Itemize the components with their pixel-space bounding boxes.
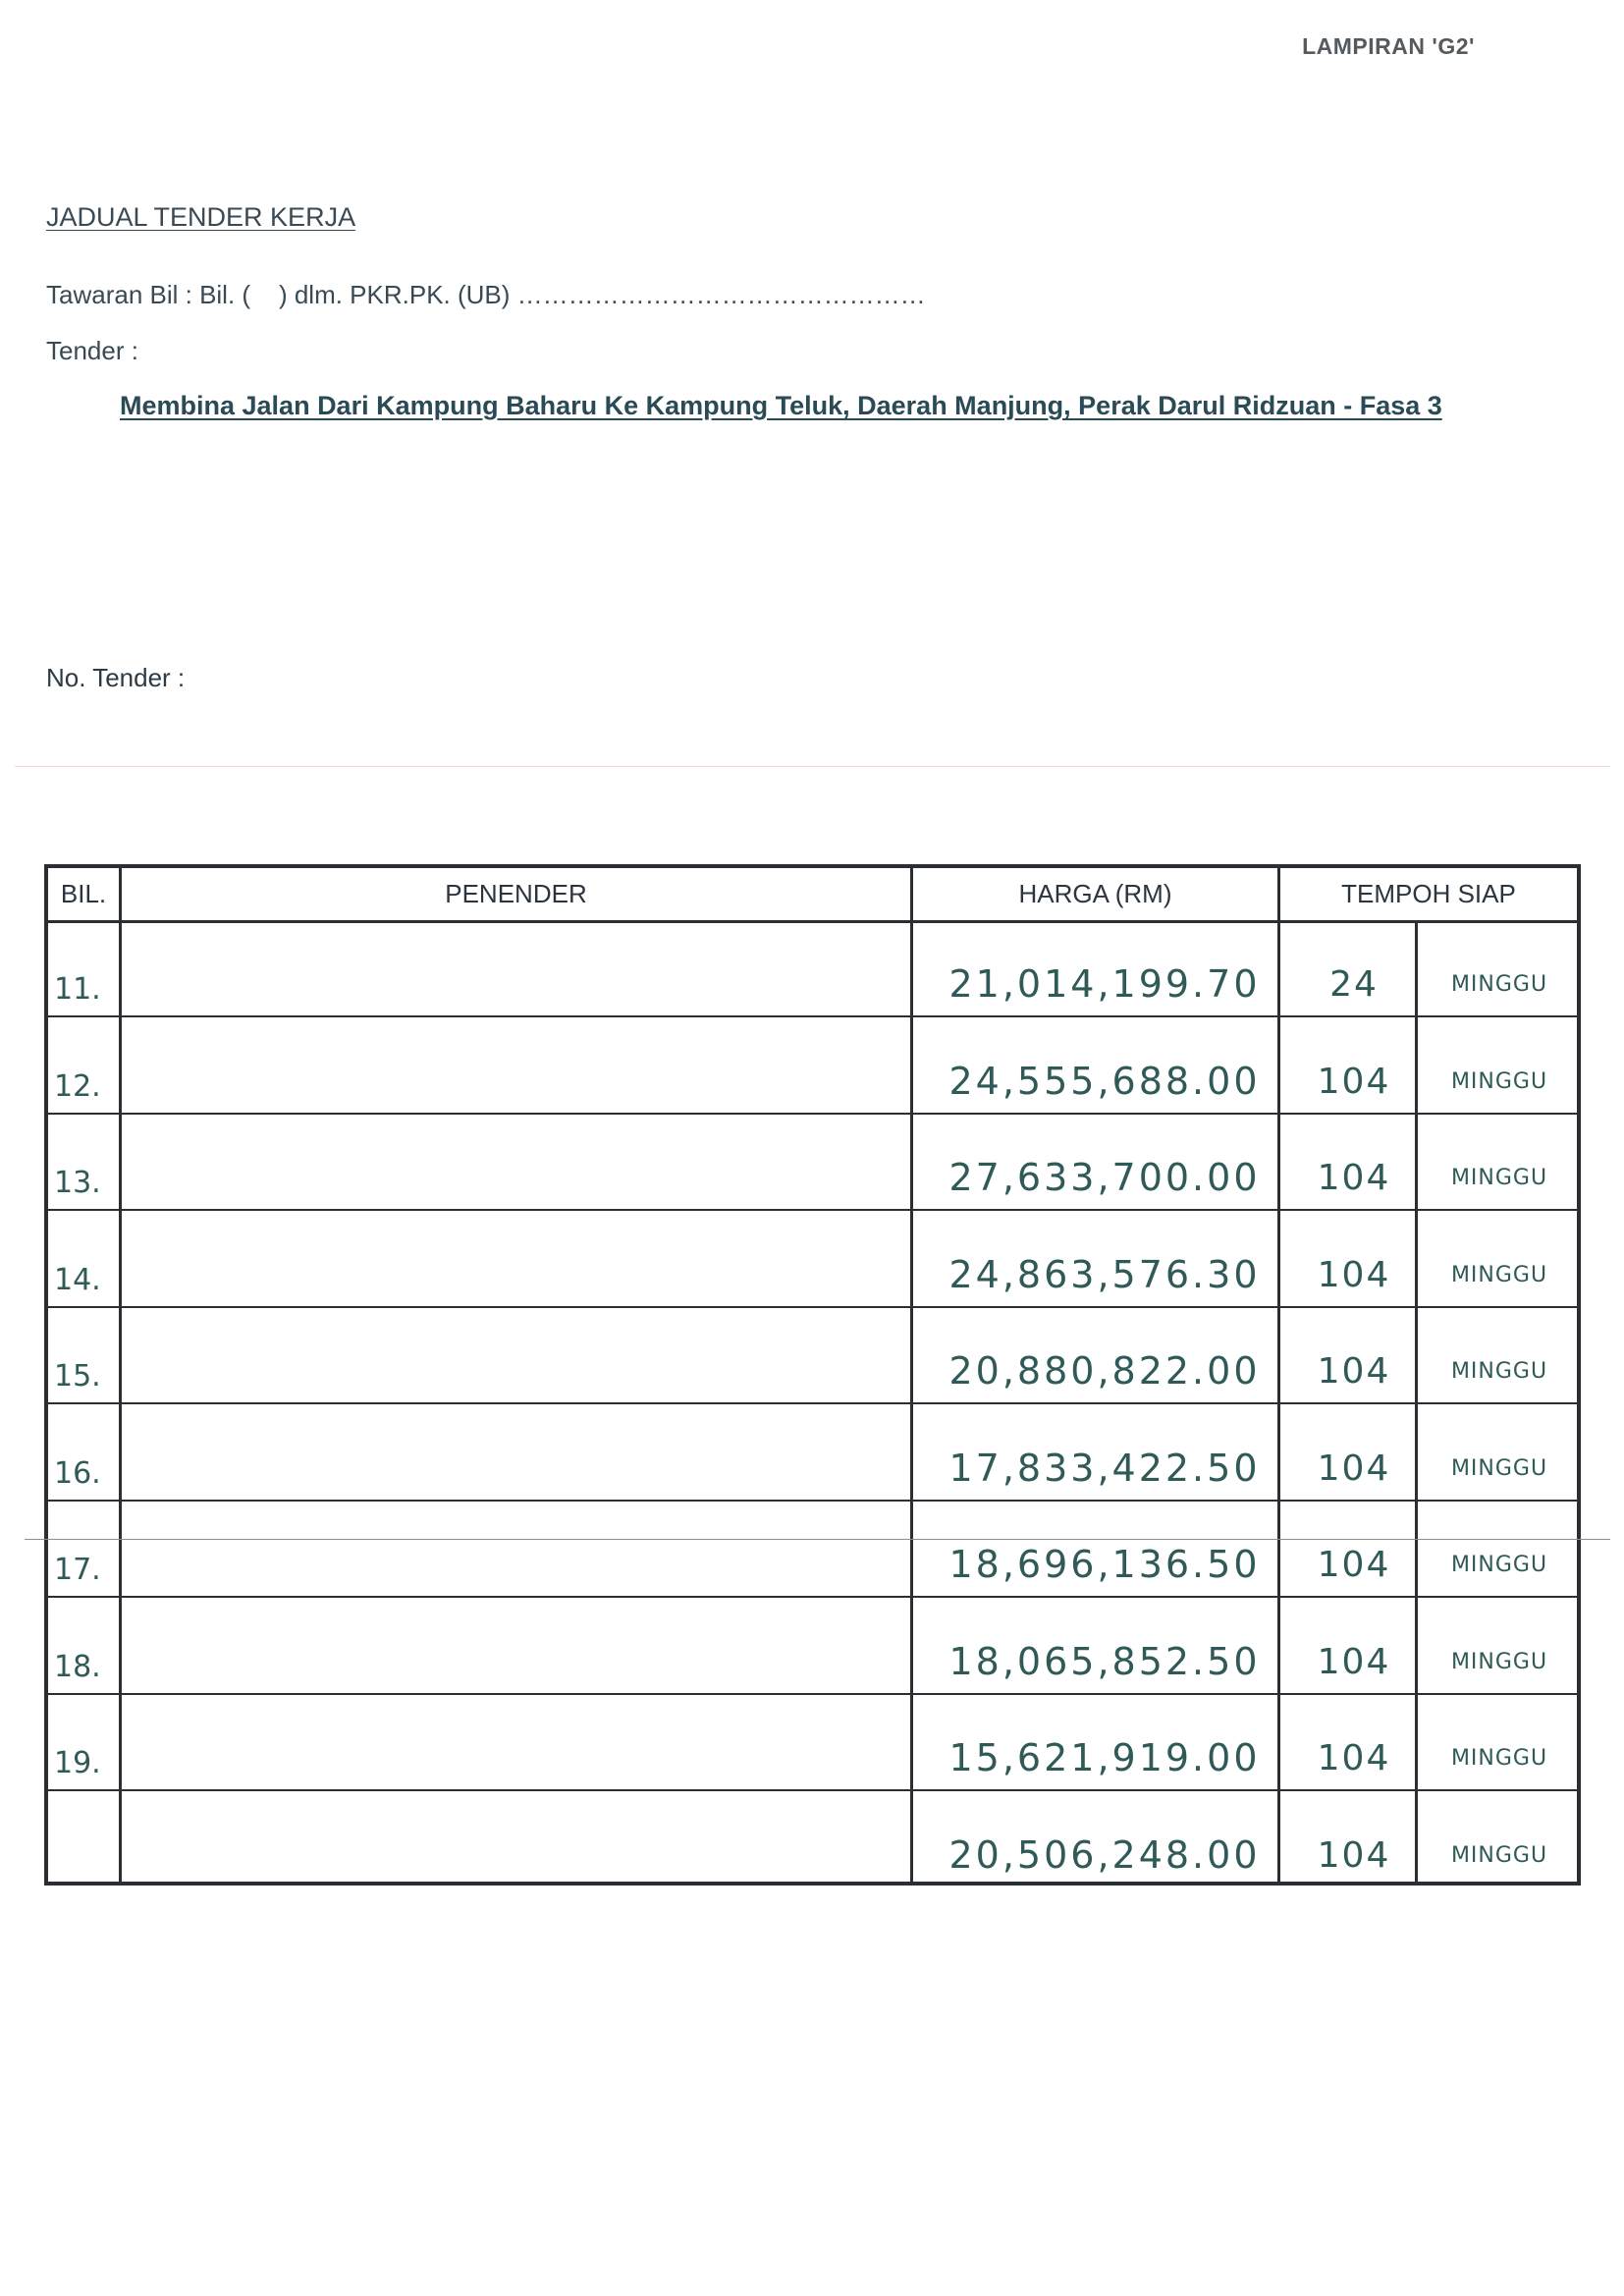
completion-period: 104 — [1317, 1545, 1391, 1585]
row-number: 11. — [54, 972, 101, 1007]
row-divider — [48, 1789, 1577, 1791]
row-divider — [48, 1500, 1577, 1502]
row-number: 15. — [54, 1359, 101, 1394]
row-divider — [48, 1209, 1577, 1211]
completion-unit: MINGGU — [1450, 1553, 1548, 1577]
row-number: 17. — [54, 1553, 101, 1587]
scan-artifact-line — [25, 1539, 1610, 1540]
tender-label: Tender : — [46, 336, 138, 365]
completion-period: 104 — [1317, 1738, 1391, 1778]
completion-unit: MINGGU — [1450, 1263, 1548, 1287]
tender-name: Membina Jalan Dari Kampung Baharu Ke Kampung Teluk, Daerah Manjung, Perak Darul Ridzuan - Fasa 3 — [120, 391, 1442, 420]
row-divider — [48, 1596, 1577, 1598]
completion-unit: MINGGU — [1450, 1359, 1548, 1384]
completion-unit: MINGGU — [1450, 1166, 1548, 1190]
completion-period: 104 — [1317, 1158, 1391, 1198]
document-title: JADUAL TENDER KERJA — [46, 202, 356, 232]
tender-price: 20,880,822.00 — [948, 1349, 1261, 1393]
tender-price: 21,014,199.70 — [948, 962, 1261, 1006]
completion-period: 24 — [1329, 964, 1379, 1005]
header-divider — [48, 920, 1577, 923]
column-header-bil: BIL. — [60, 879, 107, 908]
column-divider — [910, 868, 913, 1882]
completion-period: 104 — [1317, 1449, 1391, 1489]
tender-price: 18,065,852.50 — [948, 1640, 1261, 1683]
row-number: 14. — [54, 1263, 101, 1297]
tender-price: 27,633,700.00 — [948, 1156, 1261, 1199]
tender-table — [44, 864, 1581, 1886]
column-divider — [119, 868, 122, 1882]
row-number: 12. — [54, 1069, 101, 1104]
row-number: 18. — [54, 1650, 101, 1684]
tender-number-label: No. Tender : — [46, 663, 186, 692]
row-number: 19. — [54, 1746, 101, 1780]
row-number: 13. — [54, 1166, 101, 1200]
offer-reference-line: Tawaran Bil : Bil. ( ) dlm. PKR.PK. (UB) ………………………………………… — [46, 280, 926, 309]
tender-price: 15,621,919.00 — [948, 1736, 1261, 1779]
completion-period: 104 — [1317, 1351, 1391, 1392]
column-header-harga: HARGA (RM) — [1018, 879, 1172, 908]
divider — [15, 766, 1610, 767]
row-divider — [48, 1015, 1577, 1017]
row-divider — [48, 1402, 1577, 1404]
row-divider — [48, 1113, 1577, 1115]
completion-period: 104 — [1317, 1255, 1391, 1295]
completion-unit: MINGGU — [1450, 1843, 1548, 1868]
completion-unit: MINGGU — [1450, 1069, 1548, 1094]
row-number: 16. — [54, 1456, 101, 1491]
row-divider — [48, 1693, 1577, 1695]
row-divider — [48, 1306, 1577, 1308]
column-header-tempoh-siap: TEMPOH SIAP — [1341, 879, 1516, 908]
appendix-label: LAMPIRAN 'G2' — [1302, 33, 1475, 59]
completion-unit: MINGGU — [1450, 1456, 1548, 1481]
completion-unit: MINGGU — [1450, 972, 1548, 997]
completion-unit: MINGGU — [1450, 1746, 1548, 1771]
tender-price: 20,506,248.00 — [948, 1833, 1261, 1877]
tender-price: 24,863,576.30 — [948, 1253, 1261, 1296]
column-header-penender: PENENDER — [445, 879, 587, 908]
tender-price: 18,696,136.50 — [948, 1543, 1261, 1586]
completion-period: 104 — [1317, 1642, 1391, 1682]
tender-price: 17,833,422.50 — [948, 1447, 1261, 1490]
tender-price: 24,555,688.00 — [948, 1060, 1261, 1103]
completion-unit: MINGGU — [1450, 1650, 1548, 1674]
completion-period: 104 — [1317, 1062, 1391, 1102]
completion-period: 104 — [1317, 1835, 1391, 1876]
